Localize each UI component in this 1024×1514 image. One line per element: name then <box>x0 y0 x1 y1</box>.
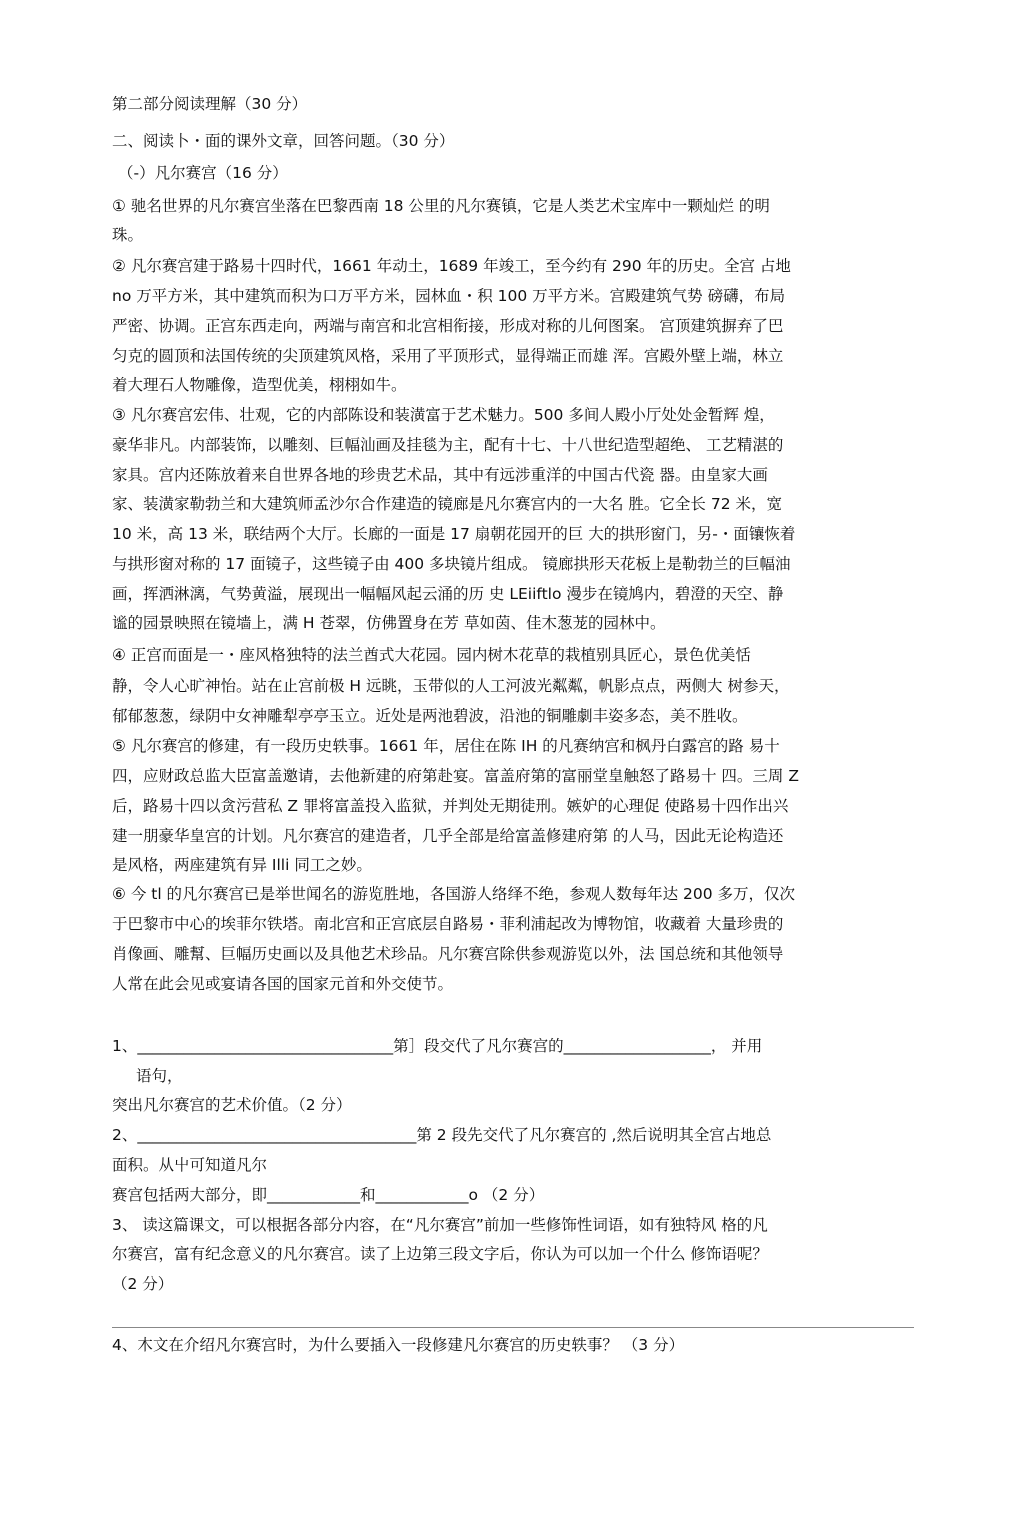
article-line: 人常在此会见或宴请各国的国家元首和外交使节。 <box>112 975 454 993</box>
question-1-cont: 突出凡尔赛宫的艺术价值。（2 分） <box>112 1096 352 1114</box>
question-3-score: （2 分） <box>112 1275 174 1293</box>
instruction: 二、阅读卜・面的课外文章，回答问题。（30 分） <box>112 132 455 150</box>
article-line: 谧的园景映照在镜墙上，满 H 苍翠，仿佛置身在芳 草如茵、佳木葱茏的园林中。 <box>112 614 666 632</box>
article-heading: （-）凡尔赛宫（16 分） <box>118 164 288 182</box>
article-line: ⑤ 凡尔赛宫的修建，有一段历史轶事。1661 年，居住在陈 IH 的凡赛纳宫和枫丹白露宫的路 易十 <box>112 737 780 755</box>
article-line: 画，挥洒淋漓，气势黄溢，展现出一幅幅风起云涌的历 史 LEiiftlo 漫步在镜鸠内，碧澄的天空、静 <box>112 585 784 603</box>
question-3-cont: 尔赛宫，富有纪念意义的凡尔赛宫。读了上边第三段文字后，你认为可以加一个什么 修饰语呢？ <box>112 1245 768 1263</box>
article-line: ③ 凡尔赛宫宏伟、壮观，它的内部陈设和装潢富于艺术魅力。500 多间人殿小厅处处金暂辉 煌， <box>112 406 775 424</box>
question-2: 2、____________________________________第 2 段先交代了凡尔赛宫的 ,然后说明其全宫占地总 <box>112 1126 772 1144</box>
article-line: ① 驰名世界的凡尔赛宫坐落在巴黎西南 18 公里的凡尔赛镇，它是人类艺术宝库中一颗灿烂 的明 <box>112 197 770 215</box>
article-line: 肖像画、雕幫、巨幅历史画以及具他艺术珍品。凡尔赛宫除供参观游览以外，法 国总统和其他领导 <box>112 945 784 963</box>
article-line: 后，路易十四以贪污营私 Z 罪将富盖投入监狱，并判处无期徒刑。嫉妒的心理促 使路易十四作出兴 <box>112 797 789 815</box>
article-line: 豪华非凡。内部装饰，以雕刻、巨幅汕画及挂毯为主，配有十七、十八世纪造型超绝、 工艺精湛的 <box>112 436 784 454</box>
article-line: 是风格，两座建筑有异 Illi 同工之妙。 <box>112 856 372 874</box>
article-line: 严密、协调。正宫东西走向，两端与南宫和北宫相衔接，形成对称的儿何图案。 宫顶建筑摒弃了巴 <box>112 317 784 335</box>
article-line: ④ 正宫而面是一・座风格独特的法兰酋式大花园。园内树木花草的栽植别具匠心，景色优美恬 <box>112 646 751 664</box>
question-4: 4、木文在介绍凡尔赛宫时，为什么要插入一段修建凡尔赛宫的历史轶事？ （3 分） <box>112 1336 685 1354</box>
question-3: 3、 读这篇课文，可以根据各部分内容，在“凡尔赛宫”前加一些修饰性词语，如有独特风 格的凡 <box>112 1216 768 1234</box>
article-line: no 万平方米，其中建筑而积为口万平方米，园林血・积 100 万平方米。宫殿建筑气势 磅礴，布局 <box>112 287 786 305</box>
article-line: 建一朋豪华皇宫的计划。凡尔赛宫的建造者，几乎全部是给富盖修建府第 的人马，因此无论构造还 <box>112 827 784 845</box>
article-line: 珠。 <box>112 226 144 244</box>
article-line: 匀克的圆顶和法国传统的尖顶建筑风格，采用了平顶形式，显得端正而雄 浑。宫殿外壁上端，林立 <box>112 347 784 365</box>
article-line: 与拱形窗对称的 17 面镜子，这些镜子由 400 多块镜片组成。 镜廊拱形天花板上是勒勃兰的巨幅油 <box>112 555 791 573</box>
article-line: 家具。宫内还陈放着来自世界各地的珍贵艺术品，其中有远涉重洋的中国古代瓷 器。由皇家大画 <box>112 466 768 484</box>
article-line: 郁郁葱葱，绿阴中女神雕犁亭亭玉立。近处是两池碧波，沿池的铜雕劇丰姿多态，美不胜收。 <box>112 707 748 725</box>
article-line: ⑥ 今 tl 的凡尔赛宫已是举世闻名的游览胜地，各国游人络绎不绝，参观人数每年达 200 多万，仅次 <box>112 885 796 903</box>
article-line: 着大理石人物雕像，造型优美，栩栩如牛。 <box>112 376 407 394</box>
answer-line <box>112 1327 914 1328</box>
question-1-cont: 语句， <box>136 1067 183 1085</box>
question-2-cont: 面积。从屮可知道凡尔 <box>112 1156 268 1174</box>
article-line: 四，应财政总监大臣富盖邀请，去他新建的府第赴宴。富盖府第的富丽堂皇触怒了路易十 四。三周 Z <box>112 767 799 785</box>
article-line: 家、装潢家勒勃兰和大建筑师孟沙尔合作建造的镜廊是凡尔赛宫内的一大名 胜。它全长 72 米，宽 <box>112 495 783 513</box>
article-line: 静，令人心旷神怡。站在止宫前极 H 远眺，玉带似的人工河波光粼粼，帆影点点，两侧大 树参天， <box>112 677 790 695</box>
question-1: 1、_________________________________第］段交代了凡尔赛宫的___________________， 并用 <box>112 1037 763 1055</box>
question-2-cont: 赛宫包括两大部分，即____________和____________o （2 分） <box>112 1186 545 1204</box>
article-line: 10 米，高 13 米，联结两个大厅。长廊的一面是 17 扇朝花园开的巨 大的拱形窗门，另-・面镶恢着 <box>112 525 796 543</box>
article-line: ② 凡尔赛宫建于路易十四时代，1661 年动土，1689 年竣工，至今约有 290 年的历史。全宫 占地 <box>112 257 791 275</box>
article-line: 于巴黎市中心的埃菲尔铁塔。南北宫和正宫底层自路易・菲利浦起改为博物馆，收藏着 大量珍贵的 <box>112 915 784 933</box>
section-title: 第二部分阅读理解（30 分） <box>112 95 308 113</box>
